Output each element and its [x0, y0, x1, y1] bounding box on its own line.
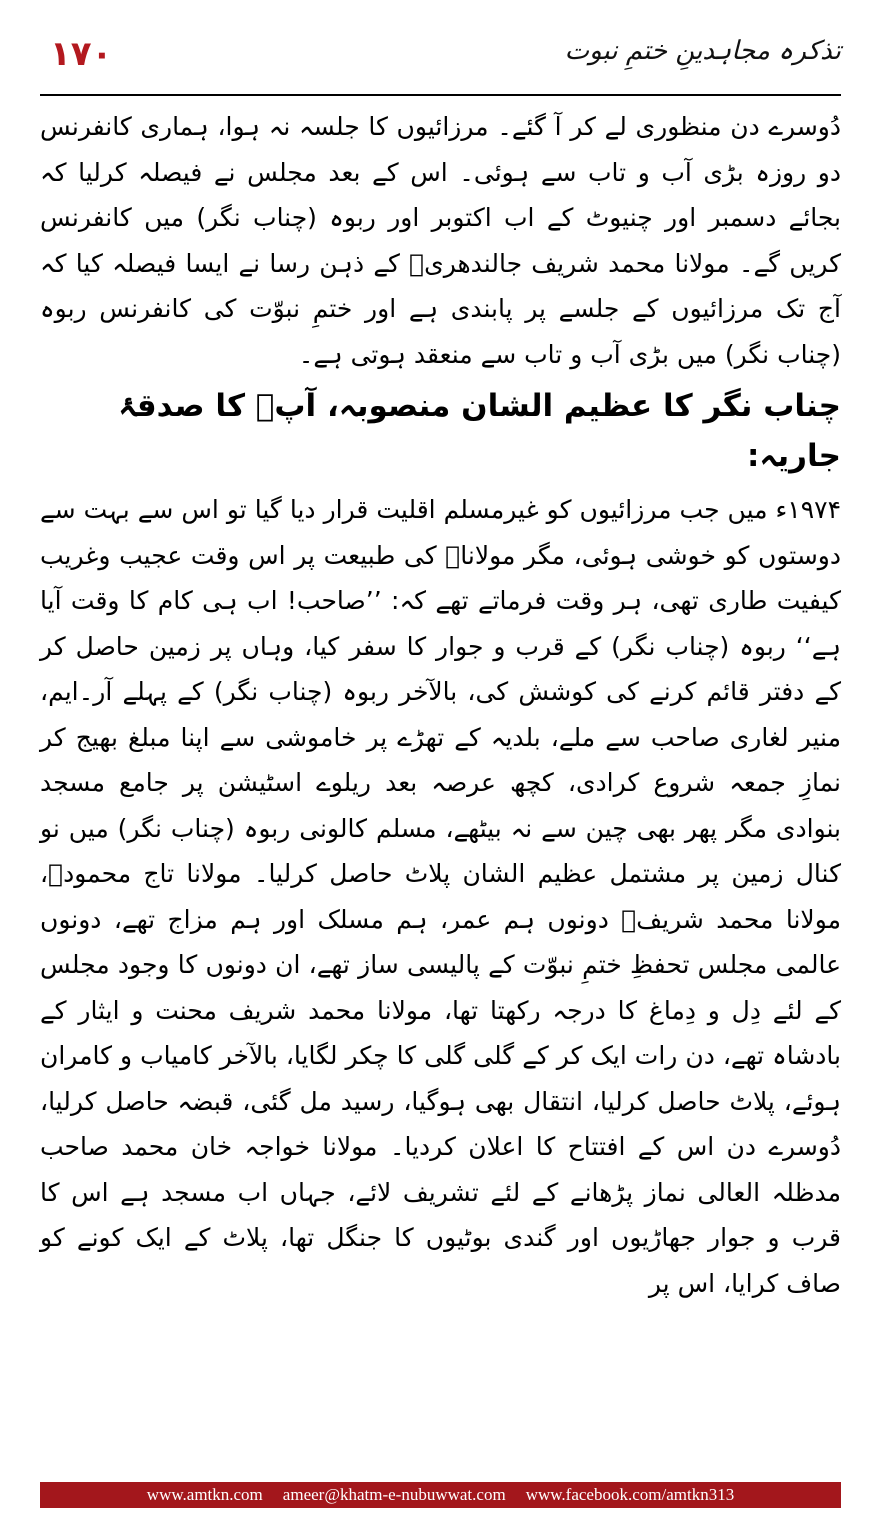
header-divider: [40, 94, 841, 96]
section-heading: چناب نگر کا عظیم الشان منصوبہ، آپؒ کا صدقۂ جاریہ:: [118, 388, 841, 474]
email-link[interactable]: ameer@khatm-e-nubuwwat.com: [282, 1485, 506, 1504]
page-number: ١٧٠: [50, 34, 113, 74]
page-footer: [40, 1482, 841, 1508]
paragraph: ۱۹۷۴ء میں جب مرزائیوں کو غیرمسلم اقلیت قرار دیا گیا تو اس سے بہت سے دوستوں کو خوشی ہوئی، مگر مولاناؒ کی طبیعت پر اس وقت عجیب وغریب کیفیت طاری تھی، ہر وقت فرماتے تھے کہ: ’’صاحب! اب ہی کام کا وقت آیا ہے‘‘ ربوہ (چناب نگر) کے قرب و جوار کا سفر کیا، وہاں پر زمین حاصل کر کے دفتر قائم کرنے کی کوشش کی، بالآخر ربوہ (چناب نگر) کے پہلے آر۔ایم، منیر لغاری صاحب سے ملے، بلدیہ کے تھڑے پر خاموشی سے اپنا مبلغ بھیج کر نمازِ جمعہ شروع کرادی، کچھ عرصہ بعد ریلوے اسٹیشن پر جامع مسجد بنوادی مگر پھر بھی چین سے نہ بیٹھے، مسلم کالونی ربوہ (چناب نگر) میں نو کنال زمین پر مشتمل عظیم الشان پلاٹ حاصل کرلیا۔ مولانا تاج محمودؒ، مولانا محمد شریفؒ دونوں ہم عمر، ہم مسلک اور ہم مزاج تھے، دونوں عالمی مجلس تحفظِ ختمِ نبوّت کے پالیسی ساز تھے، ان دونوں کا وجود مجلس کے لئے دِل و دِماغ کا درجہ رکھتا تھا، مولانا محمد شریف محنت و ایثار کے بادشاہ تھے، دن رات ایک کر کے گلی گلی کا چکر لگایا، بالآخر کامیاب و کامران ہوئے، پلاٹ حاصل کرلیا، انتقال بھی ہوگیا، رسید مل گئی، قبضہ حاصل کرلیا، دُوسرے دن اس کے افتتاح کا اعلان کردیا۔ مولانا خواجہ خان محمد صاحب مدظلہ العالی نماز پڑھانے کے لئے تشریف لائے، جہاں اب مسجد ہے اس کا قرب و جوار جھاڑیوں اور گندی بوٹیوں کا جنگل تھا، پلاٹ کے ایک کونے کو صاف کرایا، اس پر: [40, 495, 841, 1298]
facebook-link[interactable]: www.facebook.com/amtkn313: [525, 1485, 735, 1504]
page-header: [40, 30, 841, 90]
page-body: [40, 104, 841, 1306]
website-link[interactable]: www.amtkn.com: [146, 1485, 263, 1504]
book-title: تذکرہ مجاہدینِ ختمِ نبوت: [564, 36, 841, 66]
paragraph: دُوسرے دن منظوری لے کر آ گئے۔ مرزائیوں کا جلسہ نہ ہوا، ہماری کانفرنس دو روزہ بڑی آب و تاب سے ہوئی۔ اس کے بعد مجلس نے فیصلہ کرلیا کہ بجائے دسمبر اور چنیوٹ کے اب اکتوبر اور ربوہ (چناب نگر) میں کانفرنس کریں گے۔ مولانا محمد شریف جالندھریؒ کے ذہن رسا نے ایسا فیصلہ کیا کہ آج تک مرزائیوں کے جلسے پر پابندی ہے اور ختمِ نبوّت کی کانفرنس ربوہ (چناب نگر) میں بڑی آب و تاب سے منعقد ہوتی ہے۔: [40, 112, 841, 369]
